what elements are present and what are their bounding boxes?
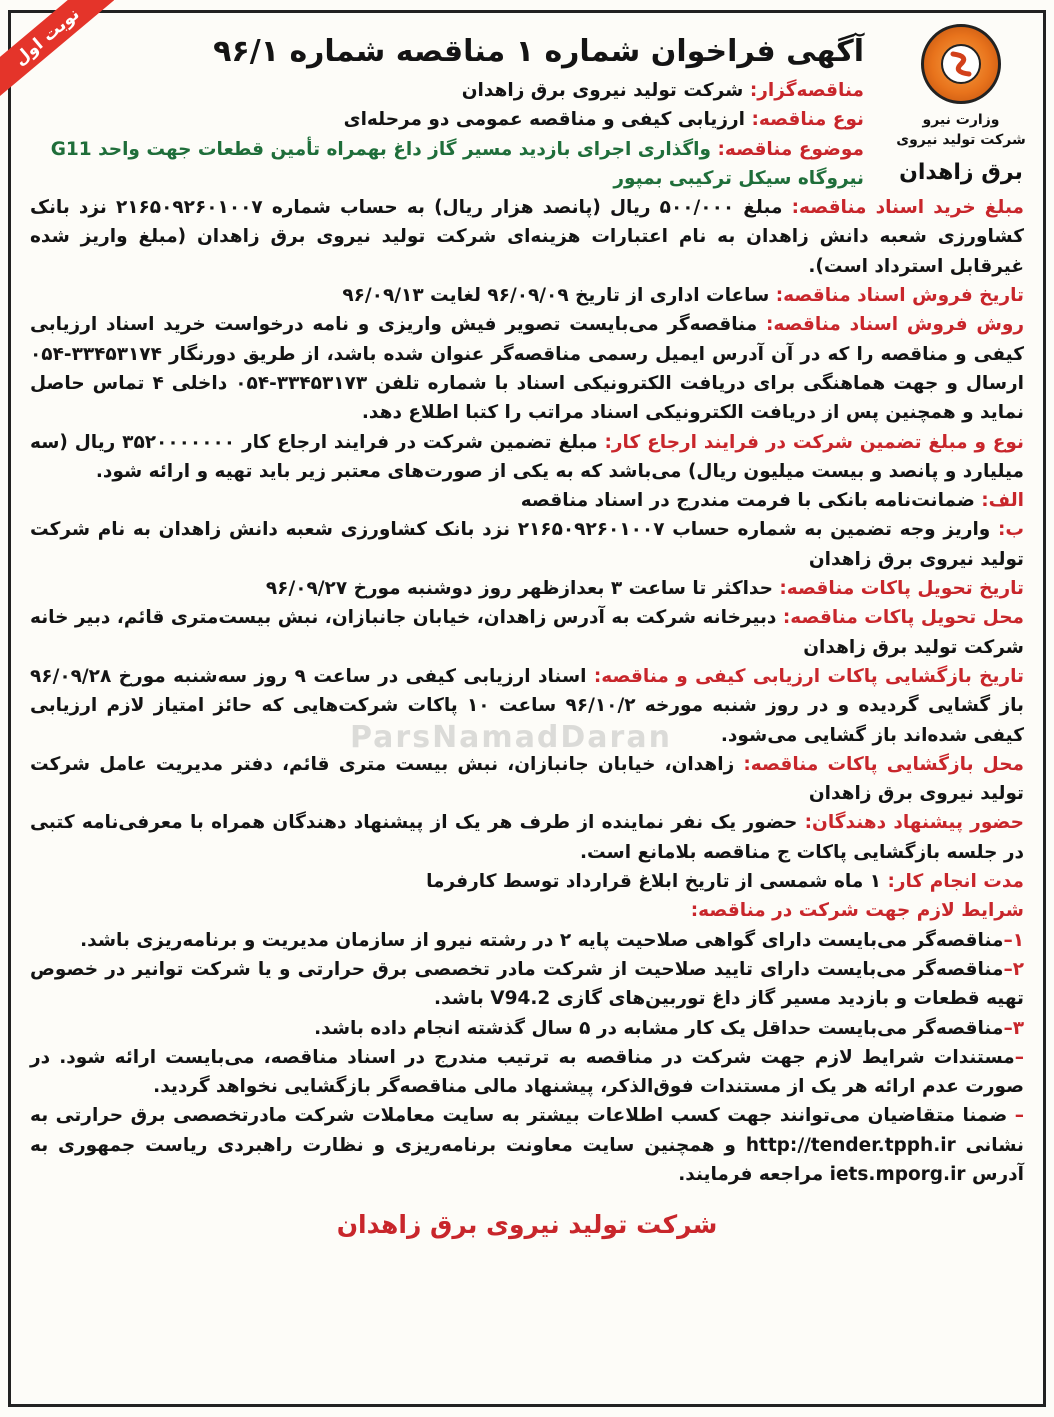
first-round-badge: نوبت اول bbox=[0, 0, 114, 97]
tender-type-label: نوع مناقصه: bbox=[751, 109, 864, 131]
condition-number: ۲– bbox=[1003, 958, 1024, 980]
watermark: ParsNamadDaran bbox=[350, 720, 672, 755]
section-label: الف: bbox=[981, 490, 1024, 512]
section-text: ۱ ماه شمسی از تاریخ ابلاغ قرارداد توسط کارفرما bbox=[426, 871, 882, 893]
tender-subject-label: موضوع مناقصه: bbox=[717, 138, 864, 160]
section-text: حداکثر تا ساعت ۳ بعدازظهر روز دوشنبه مورخ ۹۶/۰۹/۲۷ bbox=[265, 578, 773, 600]
tender-site-link[interactable]: http://tender.tpph.ir bbox=[745, 1134, 956, 1156]
section-label: نوع و مبلغ تضمین شرکت در فرایند ارجاع کار: bbox=[604, 431, 1024, 453]
footer-company-name: شرکت تولید نیروی برق زاهدان bbox=[336, 1210, 718, 1240]
notice-section bbox=[30, 515, 1024, 574]
section-text: مبلغ ۵۰۰/۰۰۰ ریال (پانصد هزار ریال) به حساب شماره ۲۱۶۵۰۹۲۶۰۱۰۰۷ نزد بانک کشاورزی شعبه دانش زاهدان به نام اعتبارات هزینه‌ای شرکت تولید نیروی برق زاهدان (مبلغ واریز شده غیرقابل استرداد است). bbox=[30, 197, 1024, 277]
notice-section bbox=[30, 193, 1024, 281]
condition-item bbox=[30, 1014, 1024, 1043]
condition-number: ۱– bbox=[1003, 929, 1024, 951]
notice-section bbox=[30, 428, 1024, 487]
section-label: تاریخ فروش اسناد مناقصه: bbox=[775, 285, 1024, 307]
tenderer-row bbox=[30, 76, 1024, 105]
ministry-name: وزارت نیرو bbox=[922, 112, 1000, 128]
section-label: شرایط لازم جهت شرکت در مناقصه: bbox=[690, 900, 1024, 922]
section-label: تاریخ بازگشایی پاکات ارزیابی کیفی و مناقصه: bbox=[593, 665, 1024, 687]
more-info-note bbox=[30, 1101, 1024, 1189]
section-label: روش فروش اسناد مناقصه: bbox=[765, 314, 1024, 336]
notice-section bbox=[30, 574, 1024, 603]
tender-type-row bbox=[30, 105, 1024, 134]
condition-text: مستندات شرایط لازم جهت شرکت در مناقصه به ترتیب مندرج در اسناد مناقصه، می‌بایست ارائه شود. در صورت عدم ارائه هر یک از مستندات فوق‌الذکر، پیشنهاد مالی مناقصه‌گر بازگشایی نخواهد گردید. bbox=[30, 1046, 1024, 1098]
section-label: مدت انجام کار: bbox=[887, 871, 1024, 893]
condition-text: مناقصه‌گر می‌بایست دارای تایید صلاحیت از شرکت مادر تخصصی برق حرارتی و یا شرکت توانیر در خصوص تهیه قطعات و بازدید مسیر گاز داغ توربین‌های گازی V94.2 باشد. bbox=[30, 958, 1024, 1010]
section-text: ساعات اداری از تاریخ ۹۶/۰۹/۰۹ لغایت ۹۶/۰۹/۱۳ bbox=[342, 285, 770, 307]
notice-content bbox=[30, 32, 1024, 1243]
company-name-line: شرکت تولید نیروی bbox=[896, 132, 1026, 148]
condition-item bbox=[30, 1043, 1024, 1102]
condition-text: مناقصه‌گر می‌بایست دارای گواهی صلاحیت پایه ۲ در رشته نیرو از سازمان مدیریت و برنامه‌ریزی باشد. bbox=[80, 929, 1004, 951]
page-title: آگهی فراخوان شماره ۱ مناقصه شماره ۹۶/۱ bbox=[213, 34, 864, 69]
note-text-2: و همچنین سایت معاونت برنامه‌ریزی و نظارت راهبردی ریاست جمهوری به آدرس bbox=[30, 1134, 1024, 1185]
notice-section bbox=[30, 808, 1024, 867]
notice-section bbox=[30, 867, 1024, 896]
tender-subject-row bbox=[30, 135, 1024, 194]
company-name-big: برق زاهدان bbox=[899, 160, 1023, 185]
section-label: محل بازگشایی پاکات مناقصه: bbox=[743, 753, 1024, 775]
condition-text: مناقصه‌گر می‌بایست حداقل یک کار مشابه در ۵ سال گذشته انجام داده باشد. bbox=[314, 1017, 1004, 1039]
section-text: دبیرخانه شرکت به آدرس زاهدان، خیابان جانبازان، نبش بیست‌متری قائم، دبیر خانه شرکت تولید برق زاهدان bbox=[30, 607, 1024, 658]
notice-section bbox=[30, 603, 1024, 662]
section-label: تاریخ تحویل پاکات مناقصه: bbox=[779, 578, 1024, 600]
section-text: حضور یک نفر نماینده از طرف هر یک از پیشنهاد دهندگان همراه با معرفی‌نامه کتبی در جلسه بازگشایی پاکات ج مناقصه بلامانع است. bbox=[30, 812, 1024, 863]
conditions-list bbox=[30, 926, 1024, 1102]
notice-section bbox=[30, 486, 1024, 515]
tender-subject-value: واگذاری اجرای بازدید مسیر گاز داغ بهمراه تأمین قطعات جهت واحد G11 نیروگاه سیکل ترکیبی بمپور bbox=[50, 138, 864, 189]
notice-section bbox=[30, 281, 1024, 310]
notice-sections bbox=[30, 193, 1024, 925]
note-text-1: ضمنا متقاضیان می‌توانند جهت کسب اطلاعات بیشتر به سایت معاملات شرکت مادرتخصصی برق حرارتی به نشانی bbox=[30, 1105, 1024, 1156]
notice-section bbox=[30, 750, 1024, 809]
section-text: مبلغ تضمین شرکت در فرایند ارجاع کار ۳۵۲۰۰۰۰۰۰۰ ریال (سه میلیارد و پانصد و بیست میلیون ریال) می‌باشد که به یکی از صورت‌های معتبر زیر باید تهیه و ارائه شود. bbox=[30, 431, 1024, 482]
notice-section bbox=[30, 310, 1024, 427]
tender-type-value: ارزیابی کیفی و مناقصه عمومی دو مرحله‌ای bbox=[343, 109, 745, 131]
condition-number: ۳– bbox=[1003, 1017, 1024, 1039]
section-text: زاهدان، خیابان جانبازان، نبش بیست متری قائم، دفتر مدیریت عامل شرکت تولید نیروی برق زاهدان bbox=[30, 753, 1024, 805]
notice-section bbox=[30, 662, 1024, 750]
condition-item bbox=[30, 955, 1024, 1014]
note-text-3: مراجعه فرمایند. bbox=[678, 1163, 824, 1185]
section-text: ضمانت‌نامه بانکی با فرمت مندرج در اسناد مناقصه bbox=[520, 490, 975, 512]
section-text: مناقصه‌گر می‌بایست تصویر فیش واریزی و نامه درخواست خرید اسناد ارزیابی کیفی و مناقصه را که در آن آدرس ایمیل رسمی مناقصه‌گر عنوان شده باشد، از طریق دورنگار ۳۳۴۵۳۱۷۴-۰۵۴ ارسال و جهت هماهنگی برای دریافت الکترونیکی اسناد با شماره تلفن ۳۳۴۵۳۱۷۳-۰۵۴ داخلی ۴ تماس حاصل نماید و همچنین پس از دریافت الکترونیکی اسناد مراتب را کتبا اطلاع دهد. bbox=[30, 314, 1025, 424]
mporg-site-link[interactable]: iets.mporg.ir bbox=[829, 1163, 966, 1185]
section-label: محل تحویل پاکات مناقصه: bbox=[782, 607, 1024, 629]
condition-item bbox=[30, 926, 1024, 955]
section-text: اسناد ارزیابی کیفی در ساعت ۹ روز سه‌شنبه مورخ ۹۶/۰۹/۲۸ باز گشایی گردیده و در روز شنبه مورخه ۹۶/۱۰/۲ ساعت ۱۰ پاکات شرکت‌هایی که حائز امتیاز لازم ارزیابی کیفی شده‌اند باز گشایی می‌شود. bbox=[30, 665, 1024, 746]
section-label: مبلغ خرید اسناد مناقصه: bbox=[791, 197, 1024, 219]
section-label: حضور پیشنهاد دهندگان: bbox=[804, 812, 1024, 834]
note-mark: – bbox=[1014, 1105, 1024, 1127]
section-text: واریز وجه تضمین به شماره حساب ۲۱۶۵۰۹۲۶۰۱۰۰۷ نزد بانک کشاورزی شعبه دانش زاهدان به نام شرکت تولید نیروی برق زاهدان bbox=[30, 519, 1024, 570]
section-label: ب: bbox=[998, 519, 1024, 541]
condition-number: – bbox=[1014, 1046, 1024, 1068]
tenderer-label: مناقصه‌گزار: bbox=[749, 80, 864, 101]
notice-section bbox=[30, 896, 1024, 925]
tenderer-value: شرکت تولید نیروی برق زاهدان bbox=[461, 80, 744, 101]
